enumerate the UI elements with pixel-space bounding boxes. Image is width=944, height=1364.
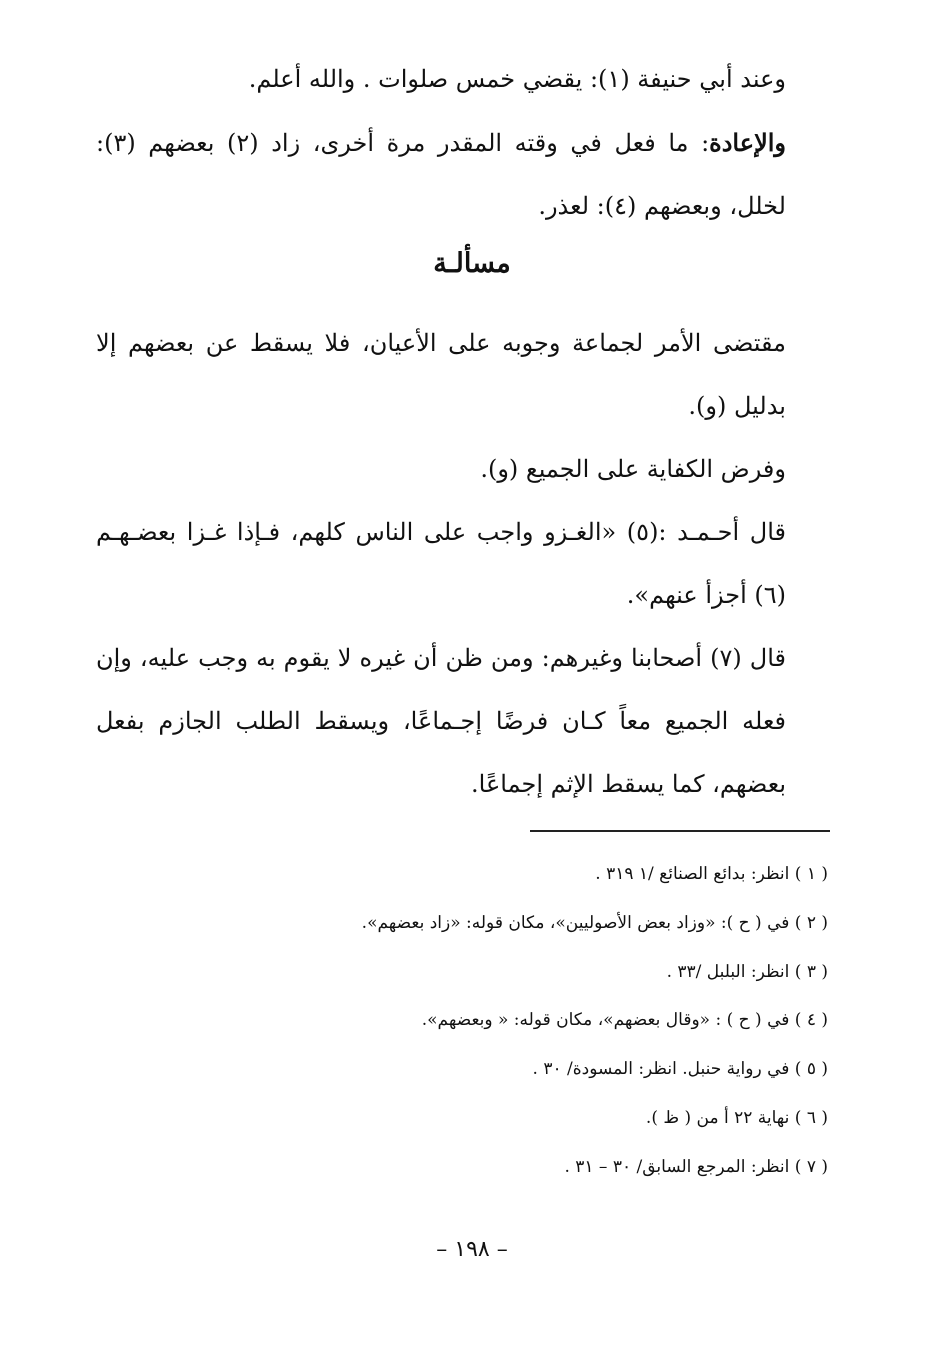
section-heading: مسألـة xyxy=(433,248,511,279)
paragraph-ashab: قال (٧) أصحابنا وغيرهم: ومن ظن أن غيره لا يقوم به وجب عليه، وإن فعله الجميع معاً كـان فرضًا إجـماعًا، ويسقط الطلب الجازم بفعل بعضهم، كما يسقط الإثم إجماعًا. xyxy=(96,644,786,798)
footnote-7: ( ٧ ) انظر: المرجع السابق/ ٣٠ – ٣١ . xyxy=(564,1156,828,1177)
footnote-5: ( ٥ ) في رواية حنبل. انظر: المسودة/ ٣٠ . xyxy=(532,1059,828,1080)
paragraph-iada-text: : ما فعل في وقته المقدر مرة أخرى، زاد (٢) بعضهم (٣): لخلل، وبعضهم (٤): لعذر. xyxy=(96,129,786,220)
paragraph-iada xyxy=(96,111,786,238)
paragraph-kifaya: وفرض الكفاية على الجميع (و). xyxy=(480,455,786,483)
paragraph-hanafi: وعند أبي حنيفة (١): يقضي خمس صلوات . والله أعلم. xyxy=(248,65,786,93)
footnote-3: ( ٣ ) انظر: البلبل /٣٣ . xyxy=(666,961,828,982)
footnote-6: ( ٦ ) نهاية ٢٢ أ من ( ظ ). xyxy=(645,1107,828,1128)
footnote-4: ( ٤ ) في ( ح ) : «وقال بعضهم»، مكان قوله: « وبعضهم». xyxy=(421,1010,828,1031)
paragraph-command: مقتضى الأمر لجماعة وجوبه على الأعيان، فلا يسقط عن بعضهم إلا بدليل (و). xyxy=(96,329,786,420)
main-text-bottom xyxy=(96,312,786,816)
footnotes xyxy=(200,850,828,1192)
page-number: – ١٩٨ – xyxy=(436,1237,508,1262)
term-iada: والإعادة xyxy=(709,128,787,157)
footnote-1: ( ١ ) انظر: بدائع الصنائع /١ ٣١٩ . xyxy=(595,864,828,884)
footnote-2: ( ٢ ) في ( ح ): «وزاد بعض الأصوليين»، مكان قوله: «زاد بعضهم». xyxy=(361,912,828,933)
footnote-divider xyxy=(530,830,830,832)
paragraph-ahmad: قال أحـمـد :(٥) «الغـزو واجب على الناس كلهم، فـإذا غـزا بعضـهـم (٦) أجزأ عنهم». xyxy=(96,518,787,609)
main-text-top xyxy=(96,48,786,238)
